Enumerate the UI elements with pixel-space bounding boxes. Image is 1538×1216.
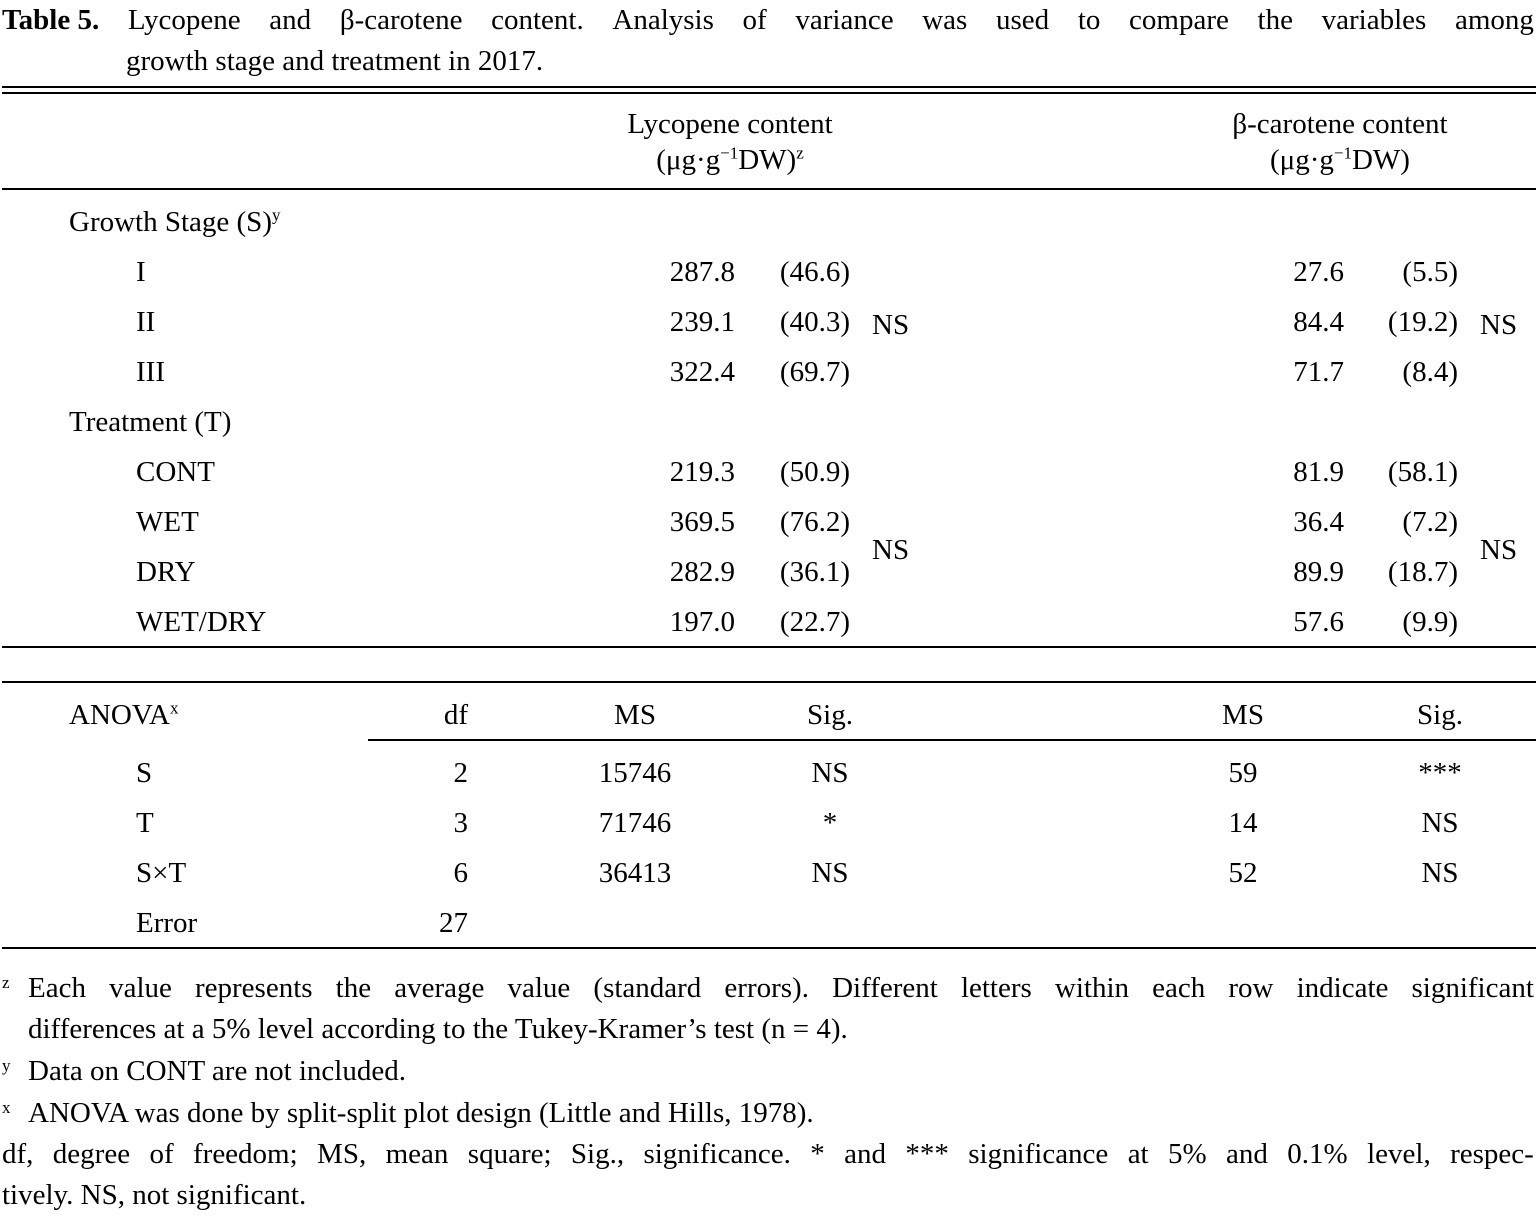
anova-source: S xyxy=(136,757,153,789)
row-label: CONT xyxy=(136,456,215,488)
carotene-se: (5.5) xyxy=(1402,256,1458,288)
footnote-x-mark: x xyxy=(2,1098,11,1117)
footnote-z-mark: z xyxy=(2,973,10,992)
footnote-y-mark: y xyxy=(2,1056,11,1075)
footnote-abbreviations-line-1 xyxy=(2,1134,1534,1175)
anova-sig2: NS xyxy=(1421,807,1459,839)
lycopene-se: (46.6) xyxy=(779,256,850,288)
anova-sig: NS xyxy=(811,857,849,889)
caption-line-1 xyxy=(2,0,1534,41)
footnote-z-word: row xyxy=(1228,972,1274,1004)
footnote-z-word: errors). xyxy=(724,972,809,1004)
anova-source: Error xyxy=(136,907,198,939)
footnote-abbreviations-word: significance. xyxy=(643,1138,791,1170)
lycopene-value: 219.3 xyxy=(669,456,735,488)
carotene-se: (9.9) xyxy=(1402,606,1458,638)
footnote-abbreviations-word: MS, xyxy=(317,1138,367,1170)
carotene-value: 89.9 xyxy=(1293,556,1344,588)
footnote-abbreviations-word: freedom; xyxy=(193,1138,298,1170)
footnote-abbreviations-word: Sig., xyxy=(570,1138,625,1170)
footnote-abbreviations-word: *** xyxy=(905,1138,949,1170)
lycopene-se: (76.2) xyxy=(779,506,850,538)
footnote-z-word: average xyxy=(394,972,485,1004)
caption-word: of xyxy=(742,4,767,36)
carotene-value: 71.7 xyxy=(1293,356,1344,388)
caption-word: and xyxy=(269,4,312,36)
caption-line-2: growth stage and treatment in 2017. xyxy=(126,45,544,77)
treatment-lycopene-sig: NS xyxy=(872,534,910,566)
top-rule-1 xyxy=(2,86,1536,88)
lycopene-se: (22.7) xyxy=(779,606,850,638)
header-rule xyxy=(2,188,1536,190)
lycopene-value: 282.9 xyxy=(669,556,735,588)
anova-ms2: 14 xyxy=(1228,807,1258,839)
carotene-value: 84.4 xyxy=(1293,306,1344,338)
footnote-z-line-1 xyxy=(28,968,1534,1009)
growth-stage-label: Growth Stage $(S)^y$ xyxy=(69,205,281,238)
caption-word: the xyxy=(1257,4,1293,36)
row-label: III xyxy=(136,356,165,388)
footnote-abbreviations-word: and xyxy=(1226,1138,1268,1170)
anova-sig: * xyxy=(822,807,838,839)
anova-sig2: *** xyxy=(1418,757,1462,789)
anova-df: 27 xyxy=(439,907,468,939)
carotene-se: (58.1) xyxy=(1387,456,1458,488)
footnote-abbreviations-word: significance xyxy=(968,1138,1109,1170)
carotene-header xyxy=(1170,108,1510,180)
anova-df: 3 xyxy=(453,807,468,839)
footnote-z-word: Different xyxy=(832,972,938,1004)
footnote-y xyxy=(2,1051,1534,1092)
table-caption xyxy=(2,0,1534,82)
footnote-abbreviations-word: square; xyxy=(467,1138,552,1170)
footnote-abbreviations-word: 0.1% xyxy=(1287,1138,1348,1170)
carotene-header-unit: $(\mu g\cdot g^{-1}DW)$ xyxy=(1270,143,1410,176)
caption-word: was xyxy=(922,4,968,36)
row-label: II xyxy=(136,306,156,338)
lycopene-header-unit: $(\mu g\cdot g^{-1}DW)^z$ xyxy=(656,143,804,176)
lycopene-value: 322.4 xyxy=(669,356,735,388)
lycopene-header-title: Lycopene content xyxy=(627,108,833,140)
anova-col-df: df xyxy=(443,699,468,731)
footnote-z-word: Each xyxy=(28,972,86,1004)
footnote-z-word: the xyxy=(335,972,372,1004)
footnote-abbreviations-word: df, xyxy=(2,1138,34,1170)
top-rule-2 xyxy=(2,92,1536,94)
anova-sig: NS xyxy=(811,757,849,789)
footnote-abbreviations-line-2: tively. NS, not significant. xyxy=(2,1179,307,1211)
carotene-se: (19.2) xyxy=(1387,306,1458,338)
anova-col-sig: Sig. xyxy=(807,699,853,731)
anova-ms2: 52 xyxy=(1228,857,1258,889)
carotene-value: 27.6 xyxy=(1293,256,1344,288)
footnote-z-word: value xyxy=(109,972,172,1004)
caption-word: content. xyxy=(491,4,584,36)
footnote-z-word: represents xyxy=(195,972,313,1004)
footnote-z-word: indicate xyxy=(1296,972,1389,1004)
footnote-z-word: (standard xyxy=(593,972,702,1004)
carotene-se: (18.7) xyxy=(1387,556,1458,588)
caption-word: used xyxy=(995,4,1050,36)
means-bottom-rule xyxy=(2,646,1536,648)
treatment-label: Treatment (T) xyxy=(69,406,232,438)
footnote-y-text: Data on CONT are not included. xyxy=(28,1055,406,1087)
lycopene-se: (36.1) xyxy=(779,556,850,588)
lycopene-value: 287.8 xyxy=(669,256,735,288)
lycopene-header xyxy=(560,108,900,180)
lycopene-value: 239.1 xyxy=(669,306,735,338)
anova-col-ms: MS xyxy=(614,699,656,731)
row-label: I xyxy=(136,256,146,288)
anova-top-rule xyxy=(2,681,1536,683)
footnote-abbreviations-word: * xyxy=(810,1138,825,1170)
footnote-abbreviations-word: level, xyxy=(1367,1138,1431,1170)
footnote-z-word: value xyxy=(507,972,571,1004)
lycopene-se: (50.9) xyxy=(779,456,850,488)
footnote-abbreviations-word: of xyxy=(149,1138,174,1170)
footnote-abbreviations-word: mean xyxy=(385,1138,449,1170)
caption-word: variance xyxy=(795,4,894,36)
lycopene-value: 369.5 xyxy=(669,506,735,538)
caption-word: Lycopene xyxy=(127,4,241,36)
anova-label: ANOVA$^x$ xyxy=(69,698,179,731)
growth-stage-carotene-sig: NS xyxy=(1480,309,1518,341)
footnote-z-word: letters xyxy=(960,972,1032,1004)
caption-word: to xyxy=(1077,4,1101,36)
anova-col-ms2: MS xyxy=(1222,699,1264,731)
lycopene-value: 197.0 xyxy=(669,606,735,638)
caption-label: Table 5. xyxy=(2,4,100,36)
row-label: DRY xyxy=(136,556,196,588)
carotene-value: 57.6 xyxy=(1293,606,1344,638)
carotene-value: 81.9 xyxy=(1293,456,1344,488)
footnote-abbreviations-word: degree xyxy=(52,1138,131,1170)
lycopene-se: (40.3) xyxy=(779,306,850,338)
anova-df: 6 xyxy=(453,857,468,889)
anova-sig2: NS xyxy=(1421,857,1459,889)
footnote-z xyxy=(2,968,1534,1050)
caption-word: β-carotene xyxy=(339,4,463,36)
footnote-z-line-2: differences at a 5% level according to the Tukey-Kramer’s test (n = 4). xyxy=(28,1013,848,1045)
anova-ms: 36413 xyxy=(598,857,672,889)
caption-word: compare xyxy=(1129,4,1229,36)
anova-ms: 71746 xyxy=(598,807,672,839)
footnote-x xyxy=(2,1093,1534,1134)
footnote-z-word: within xyxy=(1054,972,1130,1004)
growth-stage-lycopene-sig: NS xyxy=(872,309,910,341)
treatment-carotene-sig: NS xyxy=(1480,534,1518,566)
table-bottom-rule xyxy=(2,947,1536,949)
anova-ms: 15746 xyxy=(598,757,672,789)
caption-word: Analysis xyxy=(612,4,714,36)
footnote-x-text: ANOVA was done by split-split plot design (Little and Hills, 1978). xyxy=(28,1097,814,1129)
carotene-se: (8.4) xyxy=(1402,356,1458,388)
footnote-abbreviations-word: at xyxy=(1127,1138,1149,1170)
carotene-value: 36.4 xyxy=(1293,506,1344,538)
lycopene-se: (69.7) xyxy=(779,356,850,388)
anova-source: T xyxy=(136,807,154,839)
footnote-abbreviations-word: 5% xyxy=(1168,1138,1207,1170)
carotene-header-title: β-carotene content xyxy=(1232,108,1448,140)
row-label: WET xyxy=(136,506,199,538)
footnote-abbreviations-word: and xyxy=(844,1138,886,1170)
anova-df: 2 xyxy=(453,757,468,789)
footnote-z-word: significant xyxy=(1411,972,1534,1004)
caption-word: variables xyxy=(1321,4,1427,36)
anova-ms2: 59 xyxy=(1228,757,1258,789)
anova-col-sig2: Sig. xyxy=(1417,699,1463,731)
footnote-abbreviations xyxy=(2,1134,1534,1216)
footnote-abbreviations-word: respec- xyxy=(1450,1138,1534,1170)
footnote-z-word: each xyxy=(1152,972,1206,1004)
anova-header-rule xyxy=(368,739,1536,741)
carotene-se: (7.2) xyxy=(1402,506,1458,538)
row-label: WET/DRY xyxy=(136,606,267,638)
caption-word: among xyxy=(1454,4,1534,36)
anova-source: S×T xyxy=(136,857,187,889)
